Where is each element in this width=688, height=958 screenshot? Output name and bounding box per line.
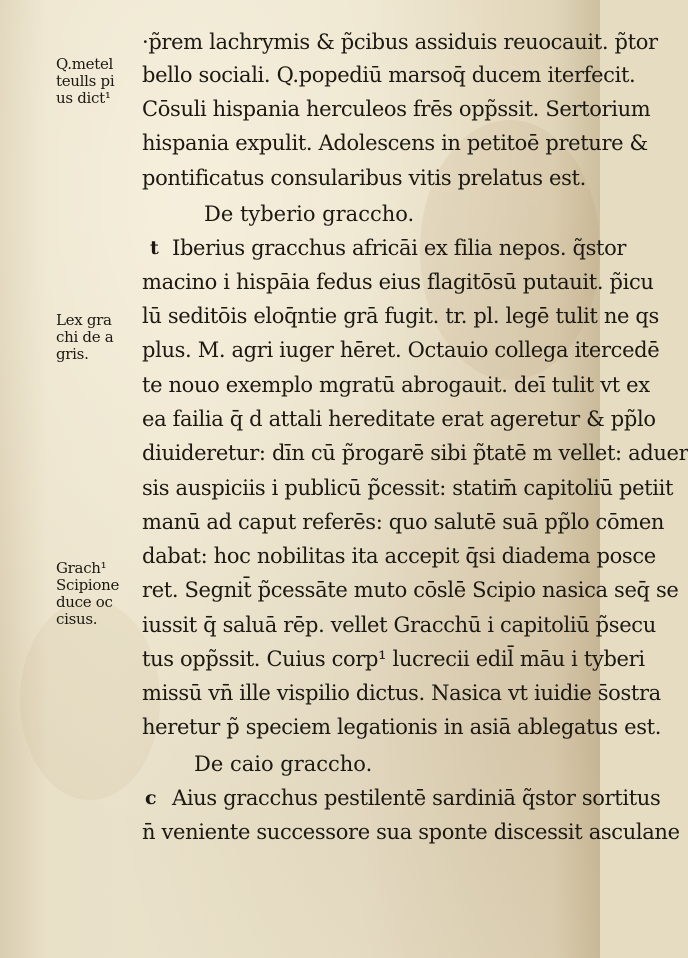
guide-letter: c	[145, 787, 157, 809]
margin-note-line: cisus.	[56, 610, 98, 628]
text-line: lū seditōis eloq̄ntie grā fugit. tr. pl. legē tulit ne qs	[142, 304, 659, 328]
margin-note-line: Q.metel	[56, 55, 114, 73]
text-line: plus. M. agri iuger hēret. Octauio collega itercedē	[142, 338, 660, 362]
text-line: tus opp̃ssit. Cuius corp¹ lucrecii edil̄ māu i tyberi	[142, 647, 645, 671]
section-heading: De tyberio graccho.	[204, 202, 415, 226]
text-line: iussit q̄ saluā rēp. vellet Gracchū i capitoliū p̃secu	[142, 613, 656, 637]
margin-note-line: duce oc	[56, 593, 113, 611]
text-line: heretur p̃ speciem legationis in asiā ablegatus est.	[142, 715, 662, 739]
margin-note-line: gris.	[56, 345, 89, 363]
text-line: Iberius gracchus africāi ex filia nepos. q̃stor	[172, 236, 627, 260]
margin-note-line: us dict¹	[56, 89, 111, 107]
text-line: dabat: hoc nobilitas ita accepit q̄si diadema posce	[142, 544, 656, 568]
margin-note-line: Grach¹	[56, 559, 107, 577]
text-line: te nouo exemplo mgratū abrogauit. deī tulit vt ex	[142, 373, 650, 397]
text-line: n̄ veniente successore sua sponte discessit asculane	[142, 820, 680, 844]
margin-note-line: Scipione	[56, 576, 120, 594]
text-line: ret. Segnit̄ p̃cessāte muto cōslē Scipio nasica seq̄ se	[142, 578, 679, 602]
text-line: manū ad caput referēs: quo salutē suā pp̃lo cōmen	[142, 510, 665, 534]
margin-note-line: Lex gra	[56, 311, 112, 329]
margin-note-gracchus	[56, 560, 140, 628]
text-line: ·p̃rem lachrymis & p̃cibus assiduis reuocauit. p̃tor	[142, 30, 658, 54]
text-line: diuideretur: dīn cū p̃rogarē sibi p̃tatē m vellet: aduer	[142, 441, 688, 465]
text-line: ea failia q̄ d attali hereditate erat ageretur & pp̃lo	[142, 407, 656, 431]
text-line: pontificatus consularibus vitis prelatus est.	[142, 166, 586, 190]
text-line: missū vn̄ ille vispilio dictus. Nasica vt iuidie s̄ostra	[142, 681, 661, 705]
text-line: Aius gracchus pestilentē sardiniā q̃stor sortitus	[172, 786, 661, 810]
text-line: hispania expulit. Adolescens in petitoē preture &	[142, 131, 648, 155]
text-line: Cōsuli hispania herculeos frēs opp̃ssit. Sertorium	[142, 97, 651, 121]
margin-note-line: teulls pi	[56, 72, 115, 90]
margin-note-lex	[56, 312, 140, 363]
text-line: macino i hispāia fedus eius flagitōsū putauit. p̃icu	[142, 270, 654, 294]
text-line: bello sociali. Q.popediū marsoq̄ ducem iterfecit.	[142, 63, 636, 87]
paper-stain	[20, 600, 160, 800]
text-line: sis auspiciis i publicū p̃cessit: statim̄ capitoliū petiit	[142, 476, 674, 500]
guide-letter: t	[150, 237, 159, 259]
margin-note-metellus	[56, 56, 140, 107]
section-heading: De caio graccho.	[194, 752, 373, 776]
margin-note-line: chi de a	[56, 328, 114, 346]
